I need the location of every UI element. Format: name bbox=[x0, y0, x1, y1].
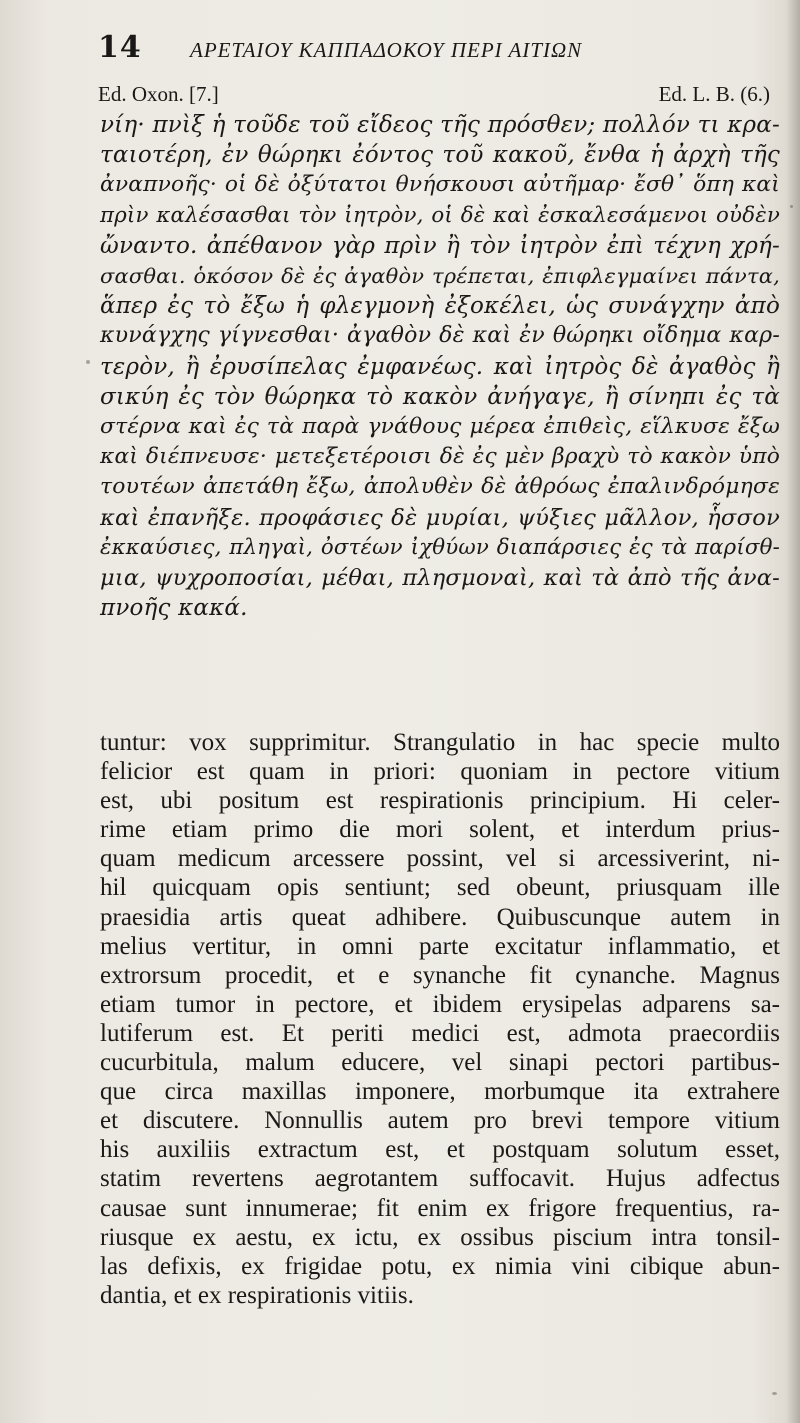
latin-text-line: las defixis, ex frigidae potu, ex nimia vini cibique abun- bbox=[100, 1252, 780, 1280]
latin-text-line: que circa maxillas imponere, morbumque ita extrahere bbox=[100, 1078, 780, 1106]
latin-text-line: etiam tumor in pectore, et ibidem erysipelas adparens sa- bbox=[100, 990, 780, 1018]
greek-text-line: κυνάγχης γίγνεσθαι· ἀγαθὸν δὲ καὶ ἐν θώρηκι οἴδημα καρ- bbox=[100, 323, 780, 349]
print-speck bbox=[772, 1392, 777, 1395]
greek-text-line: στέρνα καὶ ἐς τὰ παρὰ γνάθους μέρεα ἐπιθεὶς, εἵλκυσε ἔξω bbox=[100, 414, 780, 440]
latin-text-line: est, ubi positum est respirationis principium. Hi celer- bbox=[100, 787, 780, 815]
greek-text-line: πρὶν καλέσασθαι τὸν ἰητρὸν, οἱ δὲ καὶ ἐσκαλεσάμενοι οὐδὲν bbox=[100, 202, 780, 228]
latin-text-line: praesidia artis queat adhibere. Quibuscunque autem in bbox=[100, 903, 780, 931]
greek-text-line: νίη· πνὶξ ἡ τοῦδε τοῦ εἴδεος τῆς πρόσθεν; πολλόν τι κρα- bbox=[100, 112, 780, 138]
latin-text-line: felicior est quam in priori: quoniam in pectore vitium bbox=[100, 758, 780, 786]
latin-text-line: extrorsum procedit, et e synanche fit cynanche. Magnus bbox=[100, 961, 780, 989]
latin-text-line: dantia, et ex respirationis vitiis. bbox=[100, 1281, 414, 1309]
greek-text-line: καὶ διέπνευσε· μετεξετέροισι δὲ ἐς μὲν βραχὺ τὸ κακὸν ὑπὸ bbox=[100, 444, 780, 470]
greek-text-line: τουτέων ἀπετάθη ἔξω, ἀπολυθὲν δὲ ἀθρόως ἐπαλινδρόμησε bbox=[100, 474, 780, 500]
greek-text-line: ἐκκαύσιες, πληγαὶ, ὀστέων ἰχθύων διαπάρσιες ἐς τὰ παρίσθ- bbox=[100, 534, 780, 560]
print-speck bbox=[86, 360, 90, 364]
latin-text-line: rime etiam primo die mori solent, et interdum prius- bbox=[100, 816, 780, 844]
edition-reference-oxon: Ed. Oxon. [7.] bbox=[98, 82, 219, 106]
greek-text-line: πνοῆς κακά. bbox=[100, 595, 248, 622]
page-edge-shadow bbox=[786, 0, 800, 1423]
latin-text-line: statim revertens aegrotantem suffocavit. Hujus adfectus bbox=[100, 1165, 780, 1193]
greek-text-line: ἀναπνοῆς· οἱ δὲ ὀξύτατοι θνήσκουσι αὐτῆμαρ· ἔσθ᾽ ὅπη καὶ bbox=[100, 172, 780, 198]
latin-text-line: quam medicum arcessere possint, vel si arcessiverint, ni- bbox=[100, 845, 780, 873]
latin-text-line: cucurbitula, malum educere, vel sinapi pectori partibus- bbox=[100, 1049, 780, 1077]
edition-references bbox=[98, 82, 770, 112]
running-title: ΑΡΕΤΑΙΟΥ ΚΑΠΠΑΔΟΚΟΥ ΠΕΡΙ ΑΙΤΙΩΝ bbox=[190, 38, 583, 62]
greek-text-line: σασθαι. ὁκόσον δὲ ἐς ἀγαθὸν τρέπεται, ἐπιφλεγμαίνει πάντα, bbox=[100, 264, 780, 289]
latin-text-line: lutiferum est. Et periti medici est, admota praecordiis bbox=[100, 1019, 780, 1047]
latin-text-line: hil quicquam opis sentiunt; sed obeunt, priusquam ille bbox=[100, 874, 780, 902]
greek-text-line: σικύη ἐς τὸν θώρηκα τὸ κακὸν ἀνήγαγε, ἢ σίνηπι ἐς τὰ bbox=[100, 383, 780, 410]
running-head bbox=[98, 28, 738, 72]
greek-text-line: μια, ψυχροποσίαι, μέθαι, πλησμοναὶ, καὶ τὰ ἀπὸ τῆς ἀνα- bbox=[100, 565, 780, 592]
edition-reference-lb: Ed. L. B. (6.) bbox=[658, 82, 770, 106]
greek-text-block bbox=[100, 110, 780, 623]
greek-text-line: τερὸν, ἢ ἐρυσίπελας ἐμφανέως. καὶ ἰητρὸς δὲ ἀγαθὸς ἢ bbox=[100, 353, 780, 380]
latin-text-line: tuntur: vox supprimitur. Strangulatio in hac specie multo bbox=[100, 729, 780, 756]
greek-text-line: ἅπερ ἐς τὸ ἔξω ἡ φλεγμονὴ ἐξοκέλει, ὡς συνάγχην ἀπὸ bbox=[100, 293, 780, 320]
greek-text-line: ὤναντο. ἀπέθανον γὰρ πρὶν ἢ τὸν ἰητρὸν ἐπὶ τέχνη χρή- bbox=[100, 232, 780, 259]
latin-text-line: causae sunt innumerae; fit enim ex frigore frequentius, ra- bbox=[100, 1194, 780, 1222]
page-number: 14 bbox=[98, 30, 142, 65]
latin-text-line: his auxiliis extractum est, et postquam solutum esset, bbox=[100, 1136, 780, 1164]
latin-text-line: et discutere. Nonnullis autem pro brevi tempore vitium bbox=[100, 1107, 780, 1135]
latin-text-line: melius vertitur, in omni parte excitatur inflammatio, et bbox=[100, 932, 780, 960]
print-speck bbox=[790, 205, 793, 208]
latin-text-line: riusque ex aestu, ex ictu, ex ossibus piscium intra tonsil- bbox=[100, 1223, 780, 1251]
greek-text-line: ταιοτέρη, ἐν θώρηκι ἐόντος τοῦ κακοῦ, ἔνθα ἡ ἀρχὴ τῆς bbox=[100, 142, 780, 169]
latin-text-block bbox=[100, 728, 780, 1310]
greek-text-line: καὶ ἐπανῆξε. προφάσιες δὲ μυρίαι, ψύξιες μᾶλλον, ἧσσον bbox=[100, 504, 780, 531]
